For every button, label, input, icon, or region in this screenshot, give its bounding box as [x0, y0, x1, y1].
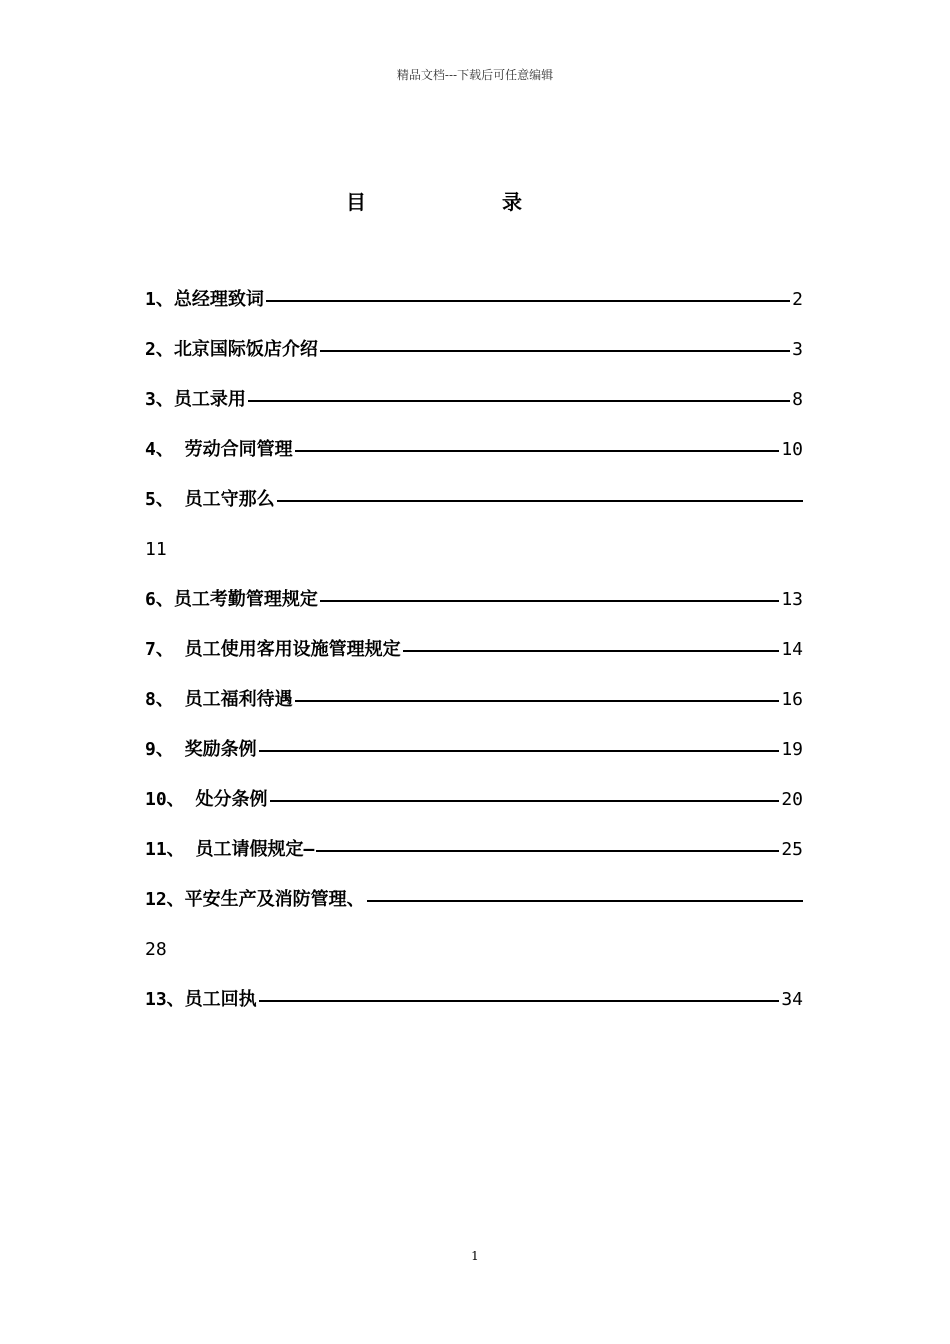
toc-entry-label: 10、 处分条例 — [145, 789, 268, 810]
toc-entry-page: 34 — [781, 989, 803, 1010]
toc-entry-3[interactable] — [145, 385, 810, 435]
toc-entry-label: 6、员工考勤管理规定 — [145, 589, 318, 610]
toc-leader — [295, 700, 780, 702]
toc-entry-2[interactable] — [145, 335, 810, 385]
toc-entry-page: 2 — [792, 289, 803, 310]
toc-entry-1[interactable] — [145, 285, 810, 335]
toc-leader — [316, 850, 779, 852]
toc-entry-13[interactable] — [145, 985, 810, 1035]
toc-leader — [320, 350, 790, 352]
toc-leader — [259, 1000, 780, 1002]
toc-leader — [403, 650, 780, 652]
toc-entry-page: 13 — [781, 589, 803, 610]
toc-entry-8[interactable] — [145, 685, 810, 735]
toc-leader — [367, 900, 803, 902]
toc-entry-5-continued — [145, 535, 810, 585]
toc-entry-page: 11 — [145, 539, 167, 560]
toc-leader — [277, 500, 803, 502]
toc-entry-4[interactable] — [145, 435, 810, 485]
toc-leader — [248, 400, 790, 402]
page-number: 1 — [471, 1249, 479, 1263]
toc-entry-page: 3 — [792, 339, 803, 360]
header-note: 精品文档---下载后可任意编辑 — [396, 68, 554, 82]
toc-title-char-1: 目 — [346, 190, 366, 214]
toc-entry-12[interactable] — [145, 885, 810, 935]
toc-entry-page: 25 — [781, 839, 803, 860]
toc-entry-label: 7、 员工使用客用设施管理规定 — [145, 639, 401, 660]
toc-leader — [266, 300, 790, 302]
toc-entry-label: 1、总经理致词 — [145, 289, 264, 310]
toc-leader — [295, 450, 780, 452]
toc-entry-12-continued — [145, 935, 810, 985]
toc-entry-page: 28 — [145, 939, 167, 960]
toc-entry-label: 9、 奖励条例 — [145, 739, 257, 760]
toc-title-char-2: 录 — [502, 190, 522, 214]
toc-entry-9[interactable] — [145, 735, 810, 785]
toc-leader — [270, 800, 780, 802]
toc-entry-label: 8、 员工福利待遇 — [145, 689, 293, 710]
toc-entry-label: 5、 员工守那么 — [145, 489, 275, 510]
toc-entry-label: 4、 劳动合同管理 — [145, 439, 293, 460]
toc-title — [0, 186, 950, 214]
toc-entry-page: 14 — [781, 639, 803, 660]
toc-entry-label: 2、北京国际饭店介绍 — [145, 339, 318, 360]
toc-entry-label: 13、员工回执 — [145, 989, 257, 1010]
toc-list — [145, 285, 810, 1035]
toc-entry-10[interactable] — [145, 785, 810, 835]
toc-entry-page: 19 — [781, 739, 803, 760]
toc-entry-label: 12、平安生产及消防管理、 — [145, 889, 365, 910]
toc-entry-page: 10 — [781, 439, 803, 460]
toc-leader — [259, 750, 780, 752]
toc-entry-5[interactable] — [145, 485, 810, 535]
toc-entry-7[interactable] — [145, 635, 810, 685]
toc-leader — [320, 600, 779, 602]
toc-entry-label: 11、 员工请假规定— — [145, 839, 315, 860]
toc-entry-11[interactable] — [145, 835, 810, 885]
toc-entry-page: 8 — [792, 389, 803, 410]
toc-entry-page: 20 — [781, 789, 803, 810]
toc-entry-label: 3、员工录用 — [145, 389, 246, 410]
toc-entry-6[interactable] — [145, 585, 810, 635]
toc-entry-page: 16 — [781, 689, 803, 710]
